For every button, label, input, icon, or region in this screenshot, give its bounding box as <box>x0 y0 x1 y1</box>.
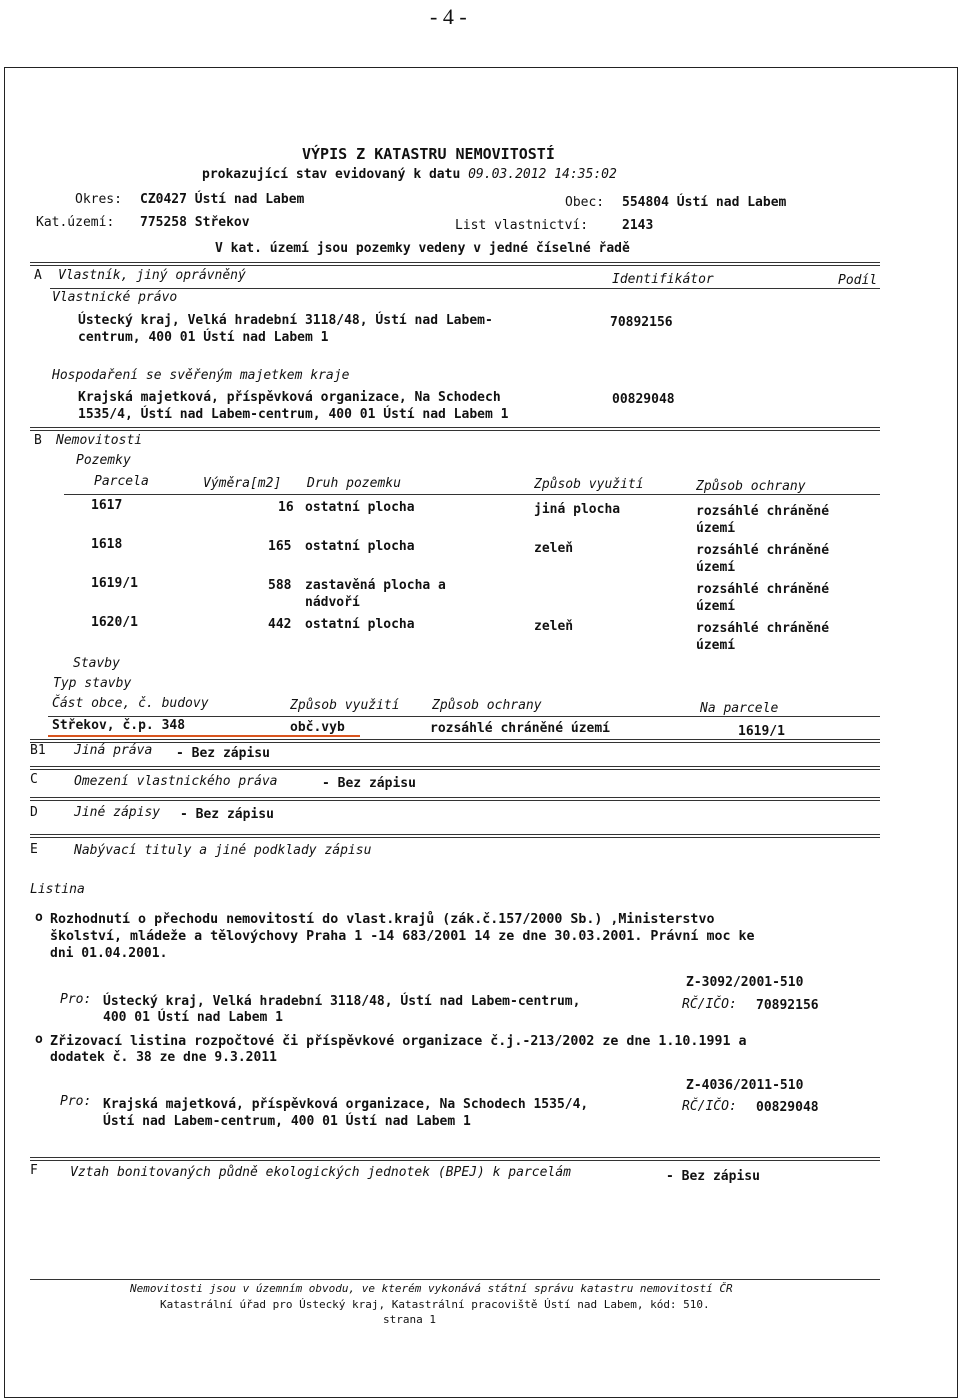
doc1-bullet: o <box>35 910 43 925</box>
parcel-area: 588 <box>268 578 292 593</box>
building-col-usage: Způsob využití <box>290 698 400 713</box>
numbering-note: V kat. území jsou pozemky vedeny v jedné číselné řadě <box>215 241 630 256</box>
parcel-protection: rozsáhlé chráněné <box>696 582 830 597</box>
parcel-type: ostatní plocha <box>305 500 415 515</box>
owner-id: 70892156 <box>610 315 673 330</box>
parcel-header-underline <box>64 494 880 495</box>
building-usage: obč.vyb <box>290 720 345 735</box>
section-f-label: Vztah bonitovaných půdně ekologických jednotek (BPEJ) k parcelám <box>70 1165 571 1180</box>
subtitle-prefix: prokazující stav evidovaný k datu <box>202 167 461 182</box>
col-protection: Způsob ochrany <box>696 479 806 494</box>
parcel-number: 1620/1 <box>91 615 138 630</box>
section-e-letter: E <box>30 842 38 857</box>
manager-line1: Krajská majetková, příspěvková organizace, Na Schodech <box>78 390 501 405</box>
parcel-protection: rozsáhlé chráněné <box>696 504 830 519</box>
highlight-underline <box>48 735 360 737</box>
section-d-value: - Bez zápisu <box>180 807 274 822</box>
section-b-letter: B <box>34 433 42 448</box>
owner-line1: Ústecký kraj, Velká hradební 3118/48, Ústí nad Labem- <box>78 313 493 328</box>
doc2-bullet: o <box>35 1032 43 1047</box>
footer-line1: Nemovitosti jsou v územním obvodu, ve kterém vykonává státní správu katastru nemovitostí ČR <box>130 1282 733 1295</box>
document-title: VÝPIS Z KATASTRU NEMOVITOSTÍ <box>302 145 555 163</box>
parcel-type-2: nádvoří <box>305 595 360 610</box>
parcel-protection-2: území <box>696 638 736 653</box>
section-b1-label: Jiná práva <box>74 743 153 758</box>
building-part: Střekov, č.p. 348 <box>52 718 186 733</box>
ownership-right-heading: Vlastnické právo <box>52 290 178 305</box>
section-b-heading: Nemovitosti <box>56 433 143 448</box>
col-usage: Způsob využití <box>534 477 644 492</box>
owner-line2: centrum, 400 01 Ústí nad Labem 1 <box>78 330 329 345</box>
list-value: 2143 <box>622 218 654 233</box>
parcel-usage: zeleň <box>534 619 574 634</box>
parcel-type: zastavěná plocha a <box>305 578 446 593</box>
section-a-letter: A <box>34 268 42 283</box>
doc2-rc-label: RČ/IČO: <box>682 1099 737 1114</box>
parcel-protection: rozsáhlé chráněné <box>696 543 830 558</box>
doc1-rc-value: 70892156 <box>756 998 819 1013</box>
list-label: List vlastnictví: <box>455 218 589 233</box>
building-type-heading: Typ stavby <box>53 676 132 691</box>
subtitle-date: 09.03.2012 14:35:02 <box>468 167 617 182</box>
doc1-line2: školství, mládeže a tělovýchovy Praha 1 -14 683/2001 14 ze dne 30.03.2001. Právní moc ke <box>50 929 755 944</box>
listina-heading: Listina <box>30 882 85 897</box>
doc1-for-line1: Ústecký kraj, Velká hradební 3118/48, Ústí nad Labem-centrum, <box>103 994 581 1009</box>
buildings-heading: Stavby <box>73 656 120 671</box>
doc2-for-label: Pro: <box>60 1094 92 1109</box>
section-f-value: - Bez zápisu <box>666 1169 760 1184</box>
section-c-letter: C <box>30 772 38 787</box>
parcel-number: 1617 <box>91 498 123 513</box>
katuzemi-value: 775258 Střekov <box>140 215 250 230</box>
divider-b1 <box>30 739 880 743</box>
divider-a <box>30 262 880 266</box>
parcel-protection: rozsáhlé chráněné <box>696 621 830 636</box>
section-d-letter: D <box>30 805 38 820</box>
doc2-for-line1: Krajská majetková, příspěvková organizace, Na Schodech 1535/4, <box>103 1097 589 1112</box>
subtitle <box>202 167 617 182</box>
building-header-underline <box>48 716 880 717</box>
footer-page: strana 1 <box>383 1313 436 1326</box>
doc1-line1: Rozhodnutí o přechodu nemovitostí do vlast.krajů (zák.č.157/2000 Sb.) ,Ministerstvo <box>50 912 715 927</box>
building-protection: rozsáhlé chráněné území <box>430 721 611 736</box>
building-on-parcel: 1619/1 <box>738 724 785 739</box>
divider-e <box>30 834 880 838</box>
building-col-parcel: Na parcele <box>700 701 779 716</box>
parcel-area: 442 <box>268 617 292 632</box>
doc2-ref: Z-4036/2011-510 <box>686 1078 804 1093</box>
doc2-for-line2: Ústí nad Labem-centrum, 400 01 Ústí nad Labem 1 <box>103 1114 471 1129</box>
obec-label: Obec: <box>565 195 605 210</box>
page-number: - 4 - <box>430 4 467 29</box>
obec-value: 554804 Ústí nad Labem <box>622 195 787 210</box>
section-c-value: - Bez zápisu <box>322 776 416 791</box>
parcel-usage: jiná plocha <box>534 502 621 517</box>
footer-divider <box>30 1279 880 1280</box>
okres-label: Okres: <box>75 192 122 207</box>
identifier-heading: Identifikátor <box>612 272 714 287</box>
doc1-for-line2: 400 01 Ústí nad Labem 1 <box>103 1010 284 1025</box>
parcel-protection-2: území <box>696 560 736 575</box>
parcel-area: 165 <box>268 539 292 554</box>
section-c-label: Omezení vlastnického práva <box>74 774 278 789</box>
doc2-line2: dodatek č. 38 ze dne 9.3.2011 <box>50 1050 277 1065</box>
divider-f <box>30 1157 880 1161</box>
building-col-protection: Způsob ochrany <box>432 698 542 713</box>
divider-c <box>30 766 880 770</box>
doc2-rc-value: 00829048 <box>756 1100 819 1115</box>
col-type: Druh pozemku <box>307 476 401 491</box>
parcel-type: ostatní plocha <box>305 539 415 554</box>
footer-line2: Katastrální úřad pro Ústecký kraj, Katastrální pracoviště Ústí nad Labem, kód: 510. <box>160 1298 710 1311</box>
section-b1-letter: B1 <box>30 743 46 758</box>
section-d-label: Jiné zápisy <box>74 805 161 820</box>
divider-a-sub <box>50 288 880 289</box>
parcel-area: 16 <box>278 500 294 515</box>
okres-value: CZ0427 Ústí nad Labem <box>140 192 305 207</box>
section-a-heading: Vlastník, jiný oprávněný <box>58 268 246 283</box>
section-b1-value: - Bez zápisu <box>176 746 270 761</box>
doc1-rc-label: RČ/IČO: <box>682 997 737 1012</box>
parcel-type: ostatní plocha <box>305 617 415 632</box>
building-col-part: Část obce, č. budovy <box>52 696 209 711</box>
divider-b <box>30 427 880 431</box>
doc2-line1: Zřizovací listina rozpočtové či příspěvkové organizace č.j.-213/2002 ze dne 1.10.1991 a <box>50 1034 747 1049</box>
col-parcel: Parcela <box>94 474 149 489</box>
parcel-number: 1618 <box>91 537 123 552</box>
section-f-letter: F <box>30 1163 38 1178</box>
parcel-number: 1619/1 <box>91 576 138 591</box>
col-area: Výměra[m2] <box>203 476 282 491</box>
manager-id: 00829048 <box>612 392 675 407</box>
doc1-line3: dni 01.04.2001. <box>50 946 168 961</box>
share-heading: Podíl <box>838 273 878 288</box>
divider-d <box>30 797 880 801</box>
manager-line2: 1535/4, Ústí nad Labem-centrum, 400 01 Ústí nad Labem 1 <box>78 407 509 422</box>
parcel-protection-2: území <box>696 599 736 614</box>
section-e-label: Nabývací tituly a jiné podklady zápisu <box>74 843 372 858</box>
parcel-protection-2: území <box>696 521 736 536</box>
doc1-ref: Z-3092/2001-510 <box>686 975 804 990</box>
katuzemi-label: Kat.území: <box>36 215 115 230</box>
doc1-for-label: Pro: <box>60 992 92 1007</box>
parcel-usage: zeleň <box>534 541 574 556</box>
management-heading: Hospodaření se svěřeným majetkem kraje <box>52 368 350 383</box>
land-heading: Pozemky <box>76 453 131 468</box>
